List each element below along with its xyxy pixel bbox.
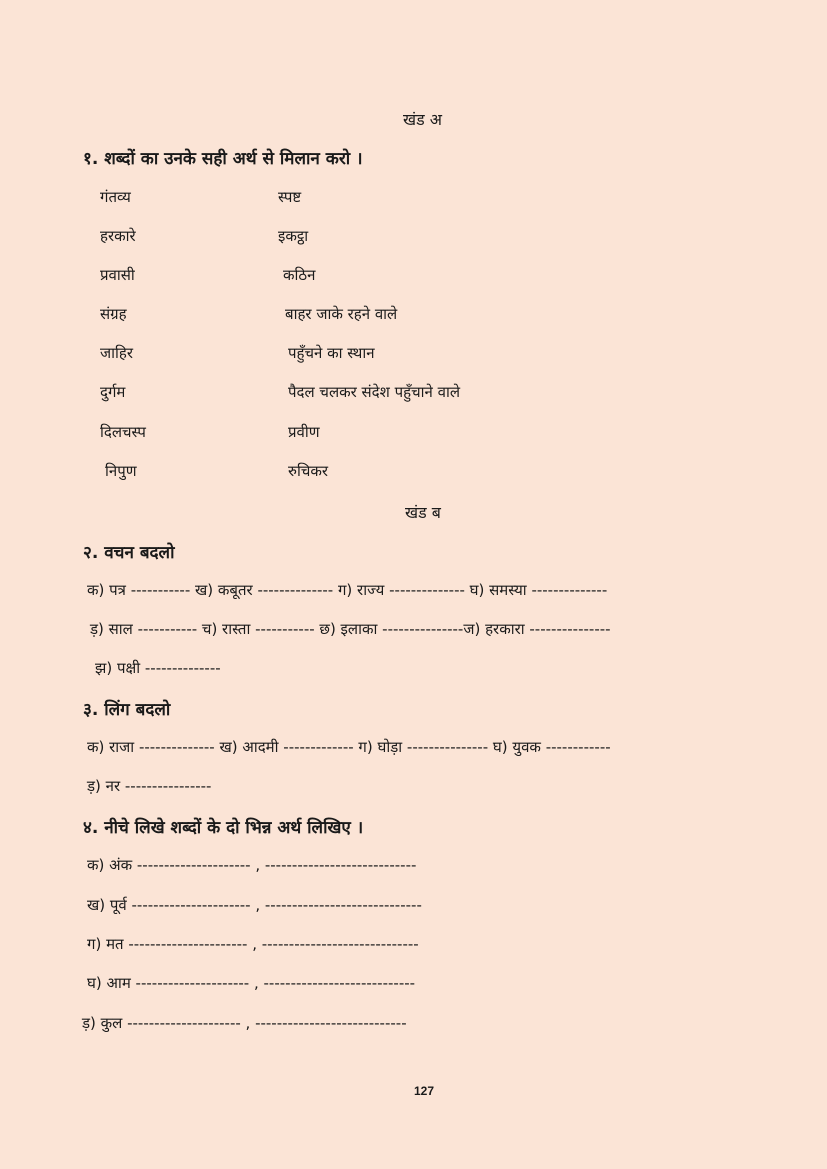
q1-left-word: निपुण — [105, 462, 137, 480]
section-a-title: खंड अ — [403, 110, 442, 129]
q3-line: ड़) नर ---------------- — [87, 777, 212, 795]
q1-left-word: हरकारे — [100, 227, 136, 245]
q1-right-meaning: बाहर जाके रहने वाले — [285, 305, 398, 323]
q2-heading: २. वचन बदलो — [83, 543, 175, 563]
page-number: 127 — [414, 1084, 435, 1098]
q1-left-word: दुर्गम — [100, 383, 126, 401]
q1-left-word: प्रवासी — [100, 266, 135, 284]
q1-right-meaning: पहुँचने का स्थान — [288, 344, 375, 362]
q3-line: क) राजा -------------- ख) आदमी ------------- ग) घोड़ा --------------- घ) युवक ------------ — [87, 738, 611, 756]
q1-right-meaning: इकट्ठा — [278, 227, 309, 245]
q1-left-word: जाहिर — [100, 344, 134, 362]
q4-heading: ४. नीचे लिखे शब्दों के दो भिन्न अर्थ लिखिए । — [83, 818, 364, 838]
q1-left-word: संग्रह — [100, 305, 127, 323]
q1-right-meaning: कठिन — [283, 266, 316, 284]
q1-heading: १. शब्दों का उनके सही अर्थ से मिलान करो । — [83, 149, 363, 169]
q1-left-word: गंतव्य — [100, 188, 131, 206]
q1-right-meaning: रुचिकर — [288, 462, 329, 480]
q4-line: ड़) कुल --------------------- , ---------------------------- — [82, 1014, 407, 1032]
q2-line: ड़) साल ----------- च) रास्ता ----------- छ) इलाका ---------------ज) हरकारा --------------- — [90, 620, 611, 638]
q2-line: क) पत्र ----------- ख) कबूतर -------------- ग) राज्य -------------- घ) समस्या -------------- — [87, 581, 608, 599]
q1-left-word: दिलचस्प — [100, 423, 146, 441]
section-b-title: खंड ब — [405, 503, 441, 522]
q1-right-meaning: स्पष्ट — [278, 188, 302, 206]
q4-line: घ) आम --------------------- , ---------------------------- — [87, 974, 416, 992]
q1-right-meaning: पैदल चलकर संदेश पहुँचाने वाले — [288, 383, 460, 401]
q4-line: क) अंक --------------------- , ---------------------------- — [87, 856, 417, 874]
q3-heading: ३. लिंग बदलो — [83, 700, 171, 720]
q1-right-meaning: प्रवीण — [288, 423, 320, 441]
q2-line: झ) पक्षी -------------- — [95, 659, 221, 677]
q4-line: ख) पूर्व ---------------------- , ----------------------------- — [87, 896, 422, 914]
q4-line: ग) मत ---------------------- , ----------------------------- — [87, 935, 419, 953]
